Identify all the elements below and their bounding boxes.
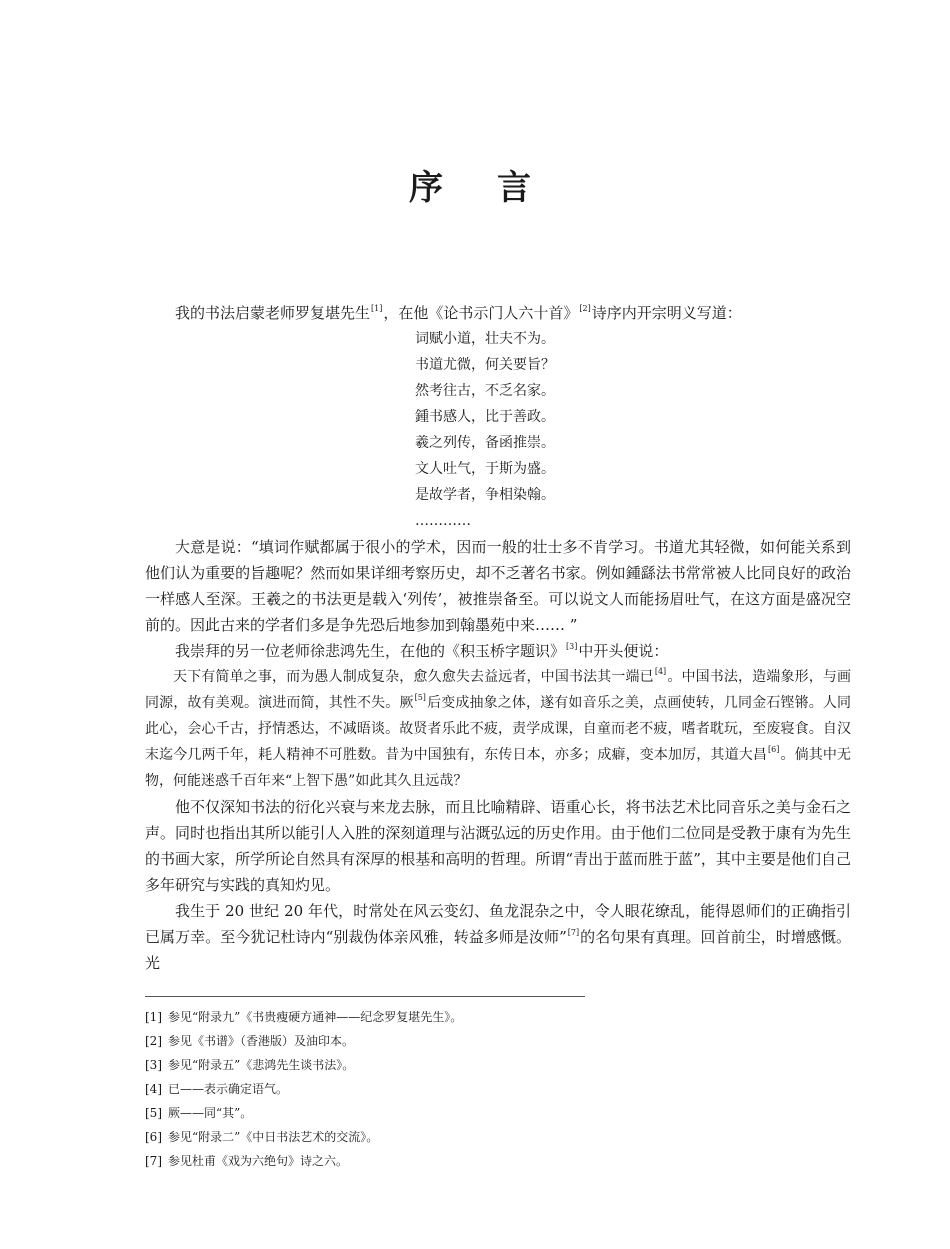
footnote-text: 参见《书谱》（香港版）及油印本。: [168, 1034, 355, 1048]
footnote-number: [3]: [145, 1058, 162, 1072]
footnote-number: [1]: [145, 1010, 162, 1024]
poem-line: 文人吐气，于斯为盛。: [415, 461, 555, 477]
text: 诗序内开宗明义写道：: [591, 304, 742, 322]
footnote-item: [145, 1125, 851, 1149]
poem: [145, 326, 851, 534]
preface-body: [145, 300, 851, 976]
footnote-item: [145, 1077, 851, 1101]
footnote-number: [4]: [145, 1082, 162, 1096]
footnote-ref-4[interactable]: [4]: [654, 667, 667, 676]
poem-line: 鍾书感人，比于善政。: [415, 409, 555, 425]
footnote-ref-5[interactable]: [5]: [414, 693, 426, 702]
text: 中开头便说：: [578, 642, 669, 660]
footnote-ref-6[interactable]: [6]: [767, 745, 780, 754]
footnote-divider: [145, 996, 585, 997]
paragraph-3: [145, 638, 851, 664]
poem-line: 然考往古，不乏名家。: [415, 383, 555, 399]
poem-line: 是故学者，争相染翰。: [415, 487, 555, 503]
text: 天下有简单之事，而为愚人制成复杂，愈久愈失去益远者，中国书法其一端已: [173, 669, 654, 685]
page-title: 序 言: [409, 168, 541, 208]
footnote-text: 参见“附录二”《中日书法艺术的交流》。: [168, 1130, 379, 1144]
paragraph-2: 大意是说：“填词作赋都属于很小的学术，因而一般的壮士多不肯学习。书道尤其轻微，如何能关系到他们认为重要的旨趣呢？然而如果详细考察历史，却不乏著名书家。例如鍾繇法书常常被人比同良好的政治一样感人至深。王羲之的书法更是载入‘列传’，被推崇备至。可以说文人而能扬眉吐气，在这方面是盛况空前的。因此古来的学者们多是争先恐后地参加到翰墨苑中来…… ”: [145, 538, 851, 634]
text: ，在他《论书示门人六十首》: [383, 304, 579, 322]
quote-paragraph: [145, 664, 851, 794]
text: 后变成抽象之体，遂有如音乐之美，点画使转，几同金石铿锵。人同此心，会心千古，抒情悉达，不减晤谈。故贤者乐此不疲，责学成课，自童而老不疲，嗜者耽玩，至废寝食。自汉末迄今几两千年，耗人精神不可胜数。昔为中国独有，东传日本，亦多；成癖，变本加厉，其道大昌: [145, 695, 852, 763]
footnote-item: [145, 1149, 851, 1173]
text: 我生于 20 世纪 20 年代，时常处在风云变幻、鱼龙混杂之中，令人眼花缭乱，能得恩师们的正确指引已属万幸。至今犹记杜诗内“别裁伪体亲风雅，转益多师是汝师”: [145, 902, 851, 946]
footnote-ref-7[interactable]: [7]: [567, 928, 580, 937]
text: 。中国书法，造端象形，与画同源，故有美观。演进而简，其性不失。厥: [145, 669, 852, 711]
footnote-text: 已——表示确定语气。: [168, 1082, 289, 1096]
poem-line: 书道尤微，何关要旨？: [415, 357, 555, 373]
footnote-number: [2]: [145, 1034, 162, 1048]
footnote-text: 参见“附录九”《书贵瘦硬方通神——纪念罗复堪先生》。: [168, 1010, 463, 1024]
paragraph-1: [145, 300, 851, 326]
footnote-item: [145, 1053, 851, 1077]
footnotes: [145, 1005, 851, 1173]
footnote-item: [145, 1005, 851, 1029]
footnote-number: [7]: [145, 1154, 162, 1168]
text: 我崇拜的另一位老师徐悲鸿先生，在他的《积玉桥字题识》: [175, 642, 566, 660]
text: 。倘其中无物，何能迷惑千百年来“上智下愚”如此其久且远哉？: [145, 747, 852, 789]
footnote-item: [145, 1101, 851, 1125]
footnote-number: [6]: [145, 1130, 162, 1144]
footnote-item: [145, 1029, 851, 1053]
footnote-text: 参见杜甫《戏为六绝句》诗之六。: [168, 1154, 349, 1168]
footnote-ref-1[interactable]: [1]: [371, 304, 383, 313]
poem-ellipsis: …………: [415, 513, 471, 529]
paragraph-4: 他不仅深知书法的衍化兴衰与来龙去脉，而且比喻精辟、语重心长，将书法艺术比同音乐之美与金石之声。同时也指出其所以能引人入胜的深刻道理与沾溉弘远的历史作用。由于他们二位同是受教于康有为先生的书画大家，所学所论自然具有深厚的根基和高明的哲理。所谓“青出于蓝而胜于蓝”，其中主要是他们自己多年研究与实践的真知灼见。: [145, 798, 851, 894]
footnote-ref-2[interactable]: [2]: [579, 304, 591, 313]
paragraph-5: [145, 898, 851, 976]
text: 我的书法启蒙老师罗复堪先生: [175, 304, 371, 322]
text: 的名句果有真理。回首前尘，时增感慨。光: [145, 928, 851, 972]
poem-line: 词赋小道，壮夫不为。: [415, 331, 555, 347]
poem-line: 羲之列传，备函推崇。: [415, 435, 555, 451]
footnote-number: [5]: [145, 1106, 162, 1120]
footnote-ref-3[interactable]: [3]: [566, 642, 578, 651]
footnote-text: 参见“附录五”《悲鸿先生谈书法》。: [168, 1058, 355, 1072]
footnote-text: 厥——同“其”。: [168, 1106, 253, 1120]
